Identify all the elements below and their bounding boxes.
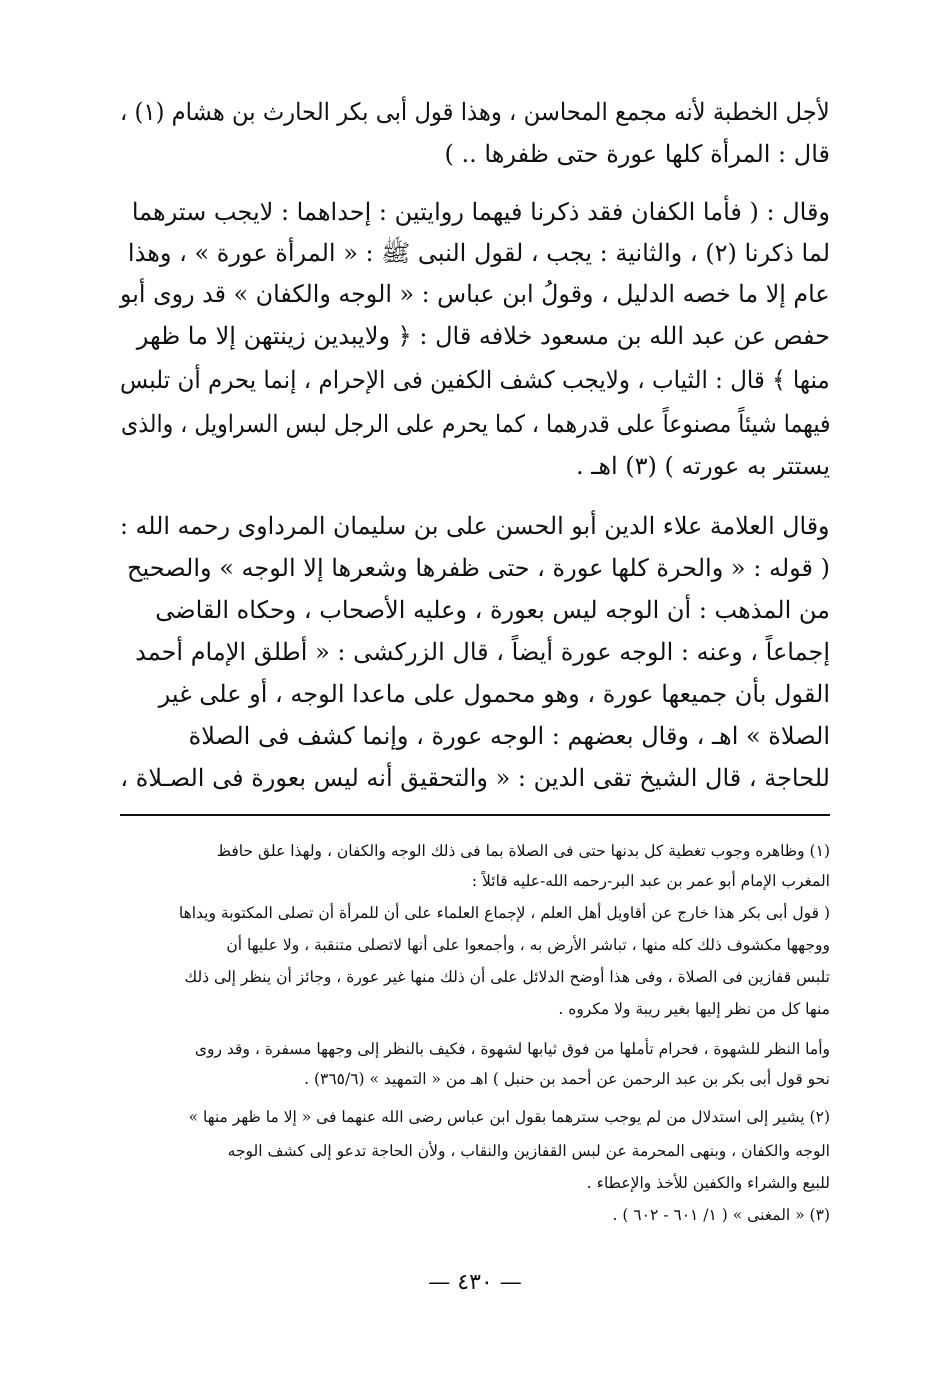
text-line: قال : المرأة كلها عورة حتى ظفرها .. ) bbox=[444, 140, 830, 168]
text-line: وقال : ( فأما الكفان فقد ذكرنا فيهما روايتين : إحداهما : لايجب سترهما bbox=[131, 198, 830, 226]
text-line: ( قوله : « والحرة كلها عورة ، حتى ظفرها وشعرها إلا الوجه » والصحيح bbox=[127, 554, 830, 582]
text-line: القول بأن جميعها عورة ، وهو محمول على ماعدا الوجه ، أو على غير bbox=[158, 680, 830, 708]
footnote-line: وأما النظر للشهوة ، فحرام تأملها من فوق ثيابها لشهوة ، فكيف بالنظر إلى وجهها مسفرة ، وقد روى bbox=[194, 1040, 830, 1058]
footnote-line: ( قول أبى بكر هذا خارج عن أقاويل أهل العلم ، لإجماع العلماء على أن للمرأة أن تصلى المكتوبة ويداها bbox=[178, 904, 830, 922]
text-line: لأجل الخطبة لأنه مجمع المحاسن ، وهذا قول أبى بكر الحارث بن هشام (١) ، bbox=[120, 98, 830, 126]
footnote-line: ووجهها مكشوف ذلك كله منها ، تباشر الأرض به ، وأجمعوا على أنها لاتصلى متنقبة ، ولا عليها أن bbox=[226, 936, 830, 954]
text-line: يستتر به عورته ) (٣) اهـ . bbox=[576, 452, 830, 480]
footnote-separator bbox=[120, 814, 830, 816]
footnote-line: المغرب الإمام أبو عمر بن عبد البر-رحمه الله-عليه قائلاً : bbox=[471, 872, 830, 890]
text-line: إجماعاً ، وعنه : الوجه عورة أيضاً ، قال الزركشى : « أطلق الإمام أحمد bbox=[135, 638, 830, 666]
footnote-line: (١) وظاهره وجوب تغطية كل بدنها حتى فى الصلاة بما فى ذلك الوجه والكفان ، ولهذا علق حافظ bbox=[216, 842, 830, 860]
text-line: للحاجة ، قال الشيخ تقى الدين : « والتحقيق أنه ليس بعورة فى الصـلاة ، bbox=[120, 764, 830, 792]
footnote-line: (٢) يشير إلى استدلال من لم يوجب سترهما بقول ابن عباس رضى الله عنهما فى « إلا ما ظهر منها » bbox=[188, 1108, 830, 1126]
footnote-line: منها كل من نظر إليها بغير ريبة ولا مكروه . bbox=[558, 1000, 830, 1018]
text-line: عام إلا ما خصه الدليل ، وقولُ ابن عباس : « الوجه والكفان » قد روى أبو bbox=[120, 280, 830, 308]
text-line: منها ﴾ قال : الثياب ، ولايجب كشف الكفين فى الإحرام ، إنما يحرم أن تلبس bbox=[120, 366, 830, 394]
footnote-line: نحو قول أبى بكر بن عبد الرحمن عن أحمد بن حنبل ) اهـ من « التمهيد » (٣٦٥/٦) . bbox=[304, 1070, 830, 1088]
footnote-line: (٣) « المغنى » ( ١/ ٦٠١ - ٦٠٢ ) . bbox=[612, 1206, 830, 1224]
text-line: الصلاة » اهـ ، وقال بعضهم : الوجه عورة ، وإنما كشف فى الصلاة bbox=[188, 722, 830, 750]
text-line: حفص عن عبد الله بن مسعود خلافه قال : ﴿ ولايبدين زينتهن إلا ما ظهر bbox=[136, 322, 830, 350]
text-line: فيهما شيئاً مصنوعاً على قدرهما ، كما يحرم على الرجل لبس السراويل ، والذى bbox=[120, 410, 830, 438]
text-line: لما ذكرنا (٢) ، والثانية : يجب ، لقول النبى ﷺ : « المرأة عورة » ، وهذا bbox=[127, 239, 830, 267]
text-line: وقال العلامة علاء الدين أبو الحسن على بن سليمان المرداوى رحمه الله : bbox=[120, 512, 830, 540]
text-line: من المذهب : أن الوجه ليس بعورة ، وعليه الأصحاب ، وحكاه القاضى bbox=[155, 596, 830, 624]
footnote-line: للبيع والشراء والكفين للأخذ والإعطاء . bbox=[586, 1174, 830, 1192]
footnote-line: تلبس قفازين فى الصلاة ، وفى هذا أوضح الدلائل على أن ذلك منها غير عورة ، وجائز أن ينظر إلى ذلك bbox=[184, 968, 830, 986]
footnote-line: الوجه والكفان ، وبنهى المحرمة عن لبس القفازين والنقاب ، ولأن الحاجة تدعو إلى كشف الوجه bbox=[227, 1142, 830, 1160]
page-number: — ٤٣٠ — bbox=[428, 1270, 522, 1295]
